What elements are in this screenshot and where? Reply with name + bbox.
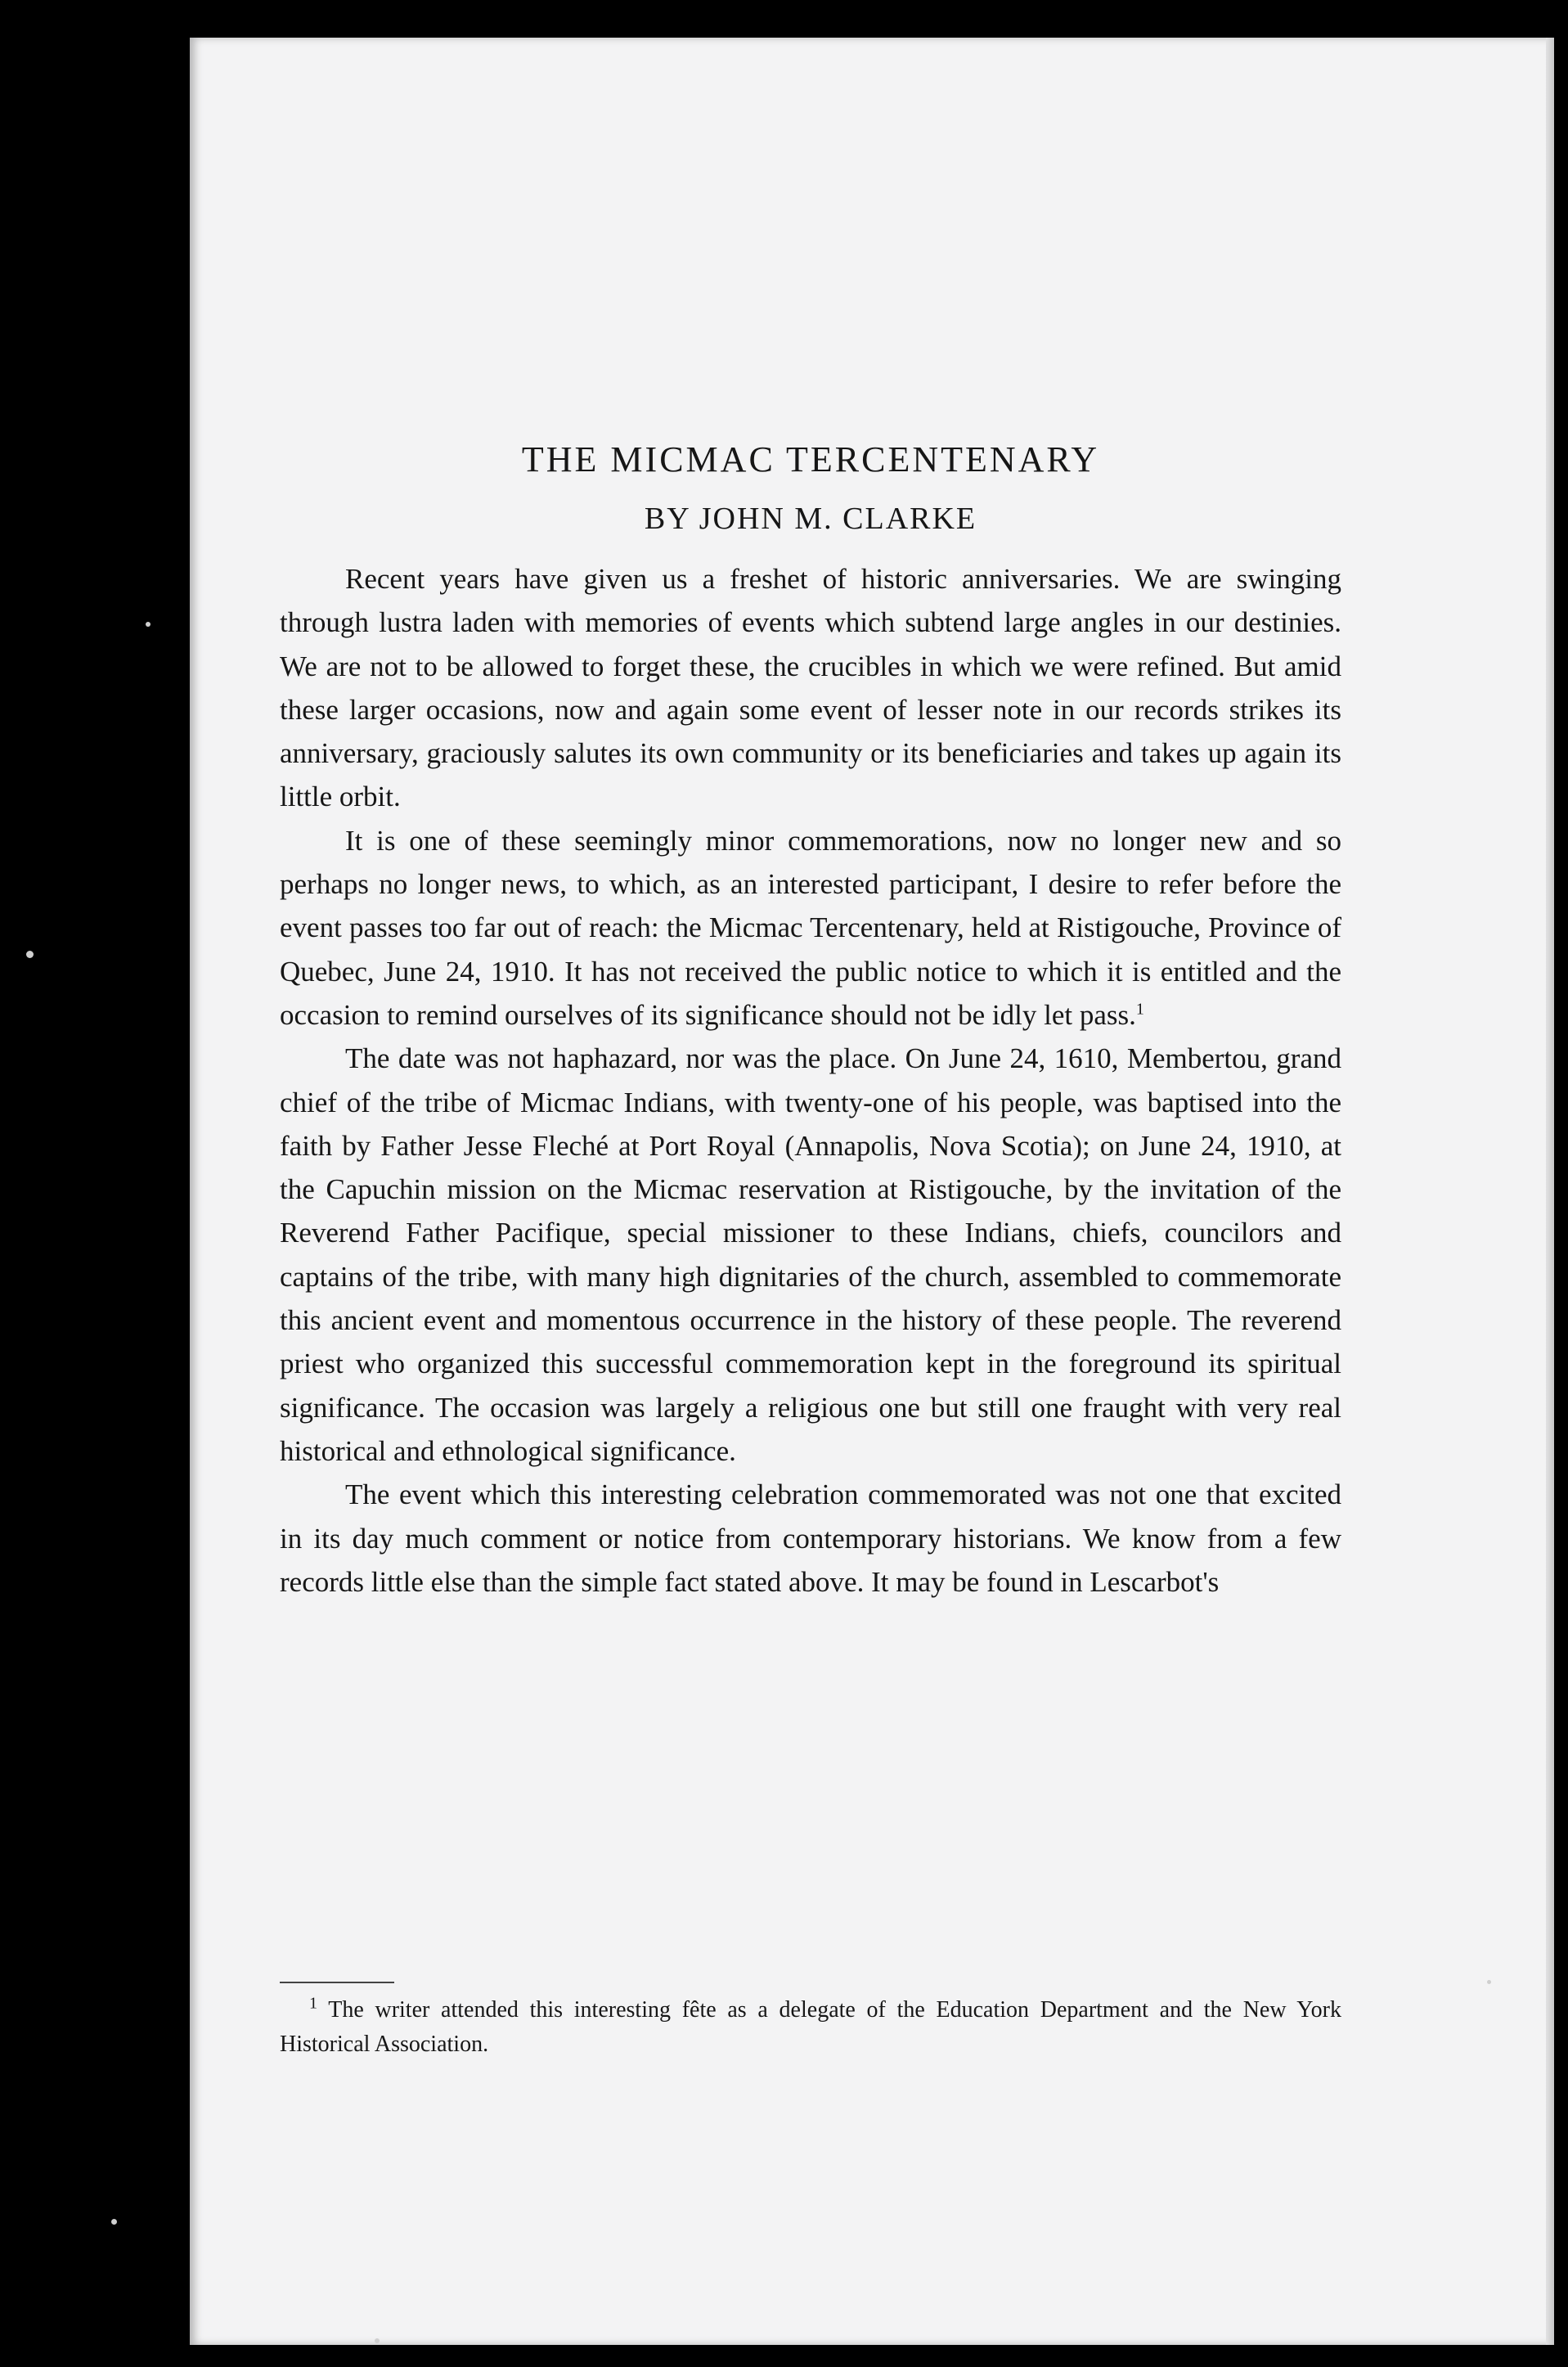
paragraph-3: The date was not haphazard, nor was the place. On June 24, 1610, Membertou, grand chief of the tribe of Micmac Indians, with twenty-one of his people, was baptised into the faith by Father Jesse Fleché at Port Royal (Annapolis, Nova Scotia); on June 24, 1910, at the Capuchin mission on the Micmac reservation at Ristigouche, by the invitation of the Reverend Father Pacifique, special missioner to these Indians, chiefs, councilors and captains of the tribe, with many high dignitaries of the church, assembled to commemorate this ancient event and momentous occurrence in the history of these people. The reverend priest who organized this successful commemoration kept in the foreground its spiritual significance. The occasion was largely a religious one but still one fraught with very real historical and ethnological significance.: [280, 1042, 1341, 1467]
scan-speck: [1487, 1980, 1491, 1984]
page-edge: [1546, 38, 1554, 2345]
scan-speck: [375, 2338, 380, 2343]
scan-speck: [111, 2219, 117, 2225]
footnote-reference: 1: [1135, 1000, 1144, 1019]
footnote: [280, 1993, 1341, 2062]
scan-speck: [146, 622, 151, 627]
paragraph-2: [280, 819, 1341, 1037]
paragraph-4: The event which this interesting celebration commemorated was not one that excited in its day much comment or notice from contemporary historians. We know from a few records little else than the simple fact stated above. It may be found in Lescarbot's: [280, 1478, 1341, 1598]
paragraph-2-text: It is one of these seemingly minor commemorations, now no longer new and so perhaps no longer news, to which, as an interested participant, I desire to refer before the event passes too far out of reach: the Micmac Tercentenary, held at Ristigouche, Province of Quebec, June 24, 1910. It has not received the public notice to which it is entitled and the occasion to remind ourselves of its significance should not be idly let pass.: [280, 824, 1341, 1031]
scan-speck: [26, 951, 34, 958]
article-body: [280, 557, 1341, 1604]
footnote-divider: [280, 1982, 394, 1983]
document-page: [190, 38, 1554, 2345]
footnote-marker: 1: [309, 1994, 317, 2013]
footnote-text: The writer attended this interesting fête as a delegate of the Education Department and the New York Historical Association.: [280, 1997, 1341, 2057]
article-author: BY JOHN M. CLARKE: [644, 502, 977, 536]
paragraph-1: Recent years have given us a freshet of historic anniversaries. We are swinging through lustra laden with memories of events which subtend large angles in our destinies. We are not to be allowed to forget these, the crucibles in which we were refined. But amid these larger occasions, now and again some event of lesser note in our records strikes its anniversary, graciously salutes its own community or its beneficiaries and takes up again its little orbit.: [280, 563, 1341, 813]
article-title: THE MICMAC TERCENTENARY: [521, 439, 1100, 479]
